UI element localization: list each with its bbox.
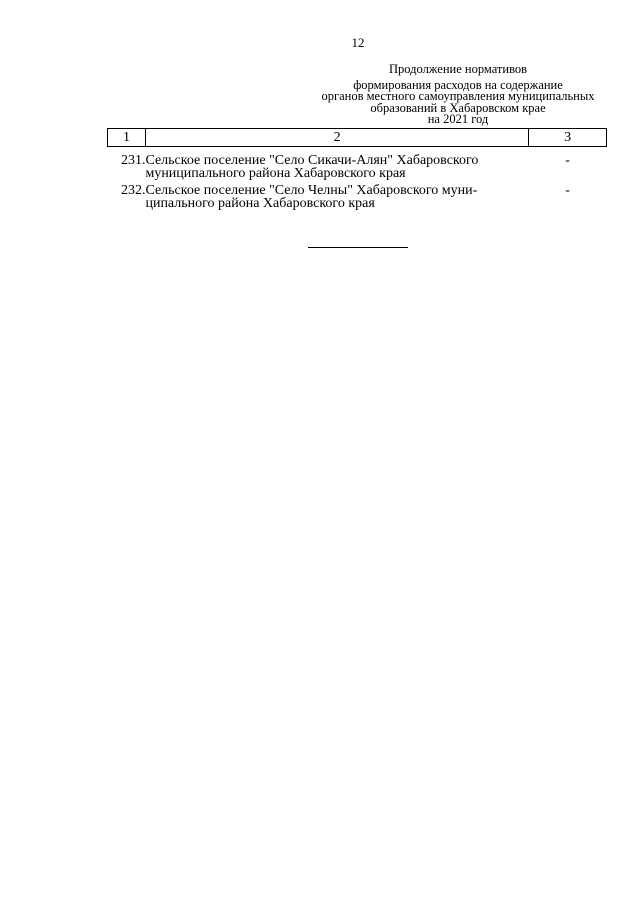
table-row (108, 180, 607, 210)
header-line-5: на 2021 год (427, 112, 489, 126)
row-name (145, 180, 528, 210)
row-number: 231. (120, 153, 146, 168)
row-number: 232. (120, 183, 146, 198)
continuation-header (312, 64, 604, 126)
table-row (108, 147, 607, 181)
row-value: - (565, 153, 570, 168)
row-name-line-2: муниципального района Хабаровского края (145, 166, 406, 181)
header-line-1: Продолжение нормативов (388, 62, 528, 76)
column-header-2: 2 (145, 129, 528, 147)
header-line-3: органов местного самоуправления муниципальных (321, 89, 595, 103)
end-divider (308, 247, 408, 248)
norms-table (107, 128, 607, 210)
row-value: - (565, 183, 570, 198)
row-name-line-1: Сельское поселение "Село Сикачи-Алян" Хабаровского (145, 153, 479, 168)
column-header-3: 3 (529, 129, 607, 147)
header-line-4: образований в Хабаровском крае (370, 100, 546, 115)
row-name (145, 147, 528, 181)
row-name-line-2: ципального района Хабаровского края (145, 196, 375, 211)
header-line-2: формирования расходов на содержание (353, 77, 563, 92)
table-header-row (108, 129, 607, 147)
column-header-1: 1 (108, 129, 146, 147)
row-name-line-1: Сельское поселение "Село Челны" Хабаровского муни- (145, 183, 478, 198)
page-number: 12 (351, 35, 365, 50)
